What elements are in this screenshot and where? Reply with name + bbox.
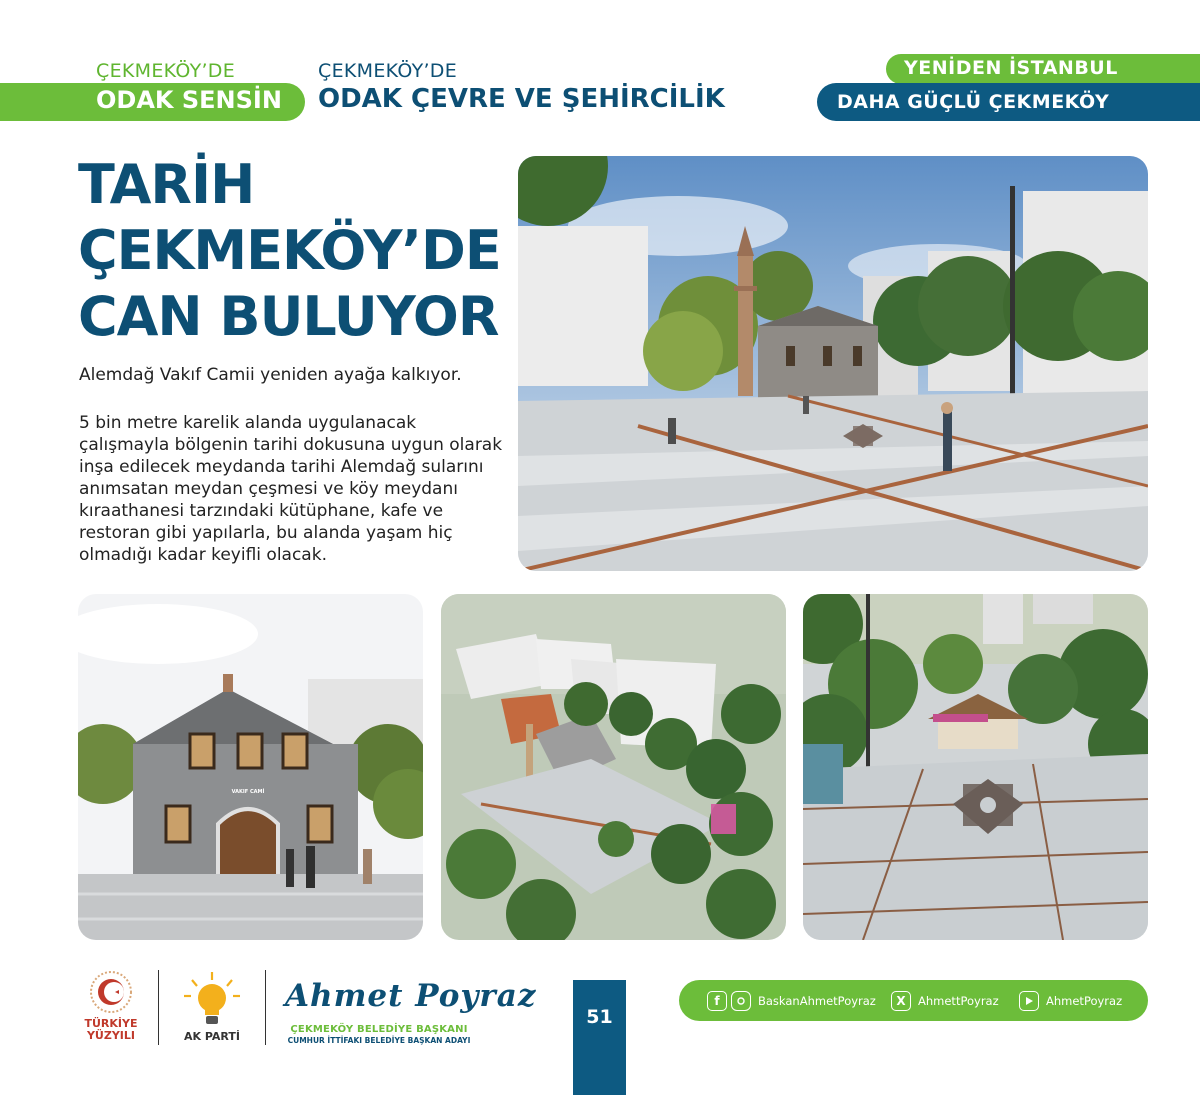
social-facebook-instagram[interactable] xyxy=(707,990,876,1012)
social-handle: BaskanAhmetPoyraz xyxy=(758,994,876,1008)
facebook-icon: f xyxy=(707,991,727,1011)
page-number-tab xyxy=(573,980,626,1095)
footer-divider xyxy=(265,970,266,1045)
social-media-bar xyxy=(679,980,1148,1021)
title-line: TARİH xyxy=(78,153,255,216)
article-title xyxy=(78,152,508,350)
social-handle: AhmetPoyraz xyxy=(1046,994,1123,1008)
mayor-role: ÇEKMEKÖY BELEDİYE BAŞKANI xyxy=(290,1024,468,1035)
social-x[interactable] xyxy=(891,990,999,1012)
candidate-role: CUMHUR İTTİFAKI BELEDİYE BAŞKAN ADAYI xyxy=(287,1036,471,1045)
youtube-icon xyxy=(1019,991,1039,1011)
header-mid-title: ODAK ÇEVRE VE ŞEHİRCİLİK xyxy=(318,84,725,114)
plaza-render-image xyxy=(518,156,1148,571)
title-line: ÇEKMEKÖY’DE xyxy=(78,219,501,282)
page-number: 51 xyxy=(586,1006,613,1028)
social-youtube[interactable] xyxy=(1019,990,1122,1012)
mosque-sign: VAKIF CAMİ xyxy=(231,789,265,795)
aerial-view-image xyxy=(441,594,786,940)
plaza-pavilion-image xyxy=(803,594,1148,940)
header-left-subtitle: ÇEKMEKÖY’DE xyxy=(96,60,236,82)
x-icon: X xyxy=(891,991,911,1011)
article-lead: Alemdağ Vakıf Camii yeniden ayağa kalkıyor. xyxy=(79,365,462,385)
footer-divider xyxy=(158,970,159,1045)
header-right-slogan: YENİDEN İSTANBUL xyxy=(904,57,1118,79)
mosque-facade-image xyxy=(78,594,423,940)
article-body: 5 bin metre karelik alanda uygulanacak çalışmayla bölgenin tarihi dokusuna uygun olarak inşa edilecek meydanda tarihi Alemdağ sularını anımsatan meydan çeşmesi ve köy meydanı kıraathanesi tarzındaki kütüphane, kafe ve restoran gibi yapılarla, bu alanda yaşam hiç olmadığı kadar keyifli olacak. xyxy=(79,413,503,565)
crescent-star-icon xyxy=(80,968,142,1018)
turkiye-yuzyili-logo xyxy=(80,968,142,1048)
ak-parti-logo xyxy=(172,968,252,1048)
header-right-tagline: DAHA GÜÇLÜ ÇEKMEKÖY xyxy=(837,91,1110,113)
ak-parti-label: AK PARTİ xyxy=(183,1030,240,1043)
turkiye-text: TÜRKİYE xyxy=(84,1017,138,1030)
social-handle: AhmettPoyraz xyxy=(918,994,999,1008)
yuzyili-text: YÜZYILI xyxy=(86,1029,136,1042)
instagram-icon xyxy=(731,991,751,1011)
header-left-banner xyxy=(0,83,305,121)
title-line: CAN BULUYOR xyxy=(78,285,499,348)
header-mid-subtitle: ÇEKMEKÖY’DE xyxy=(318,60,458,82)
signature: Ahmet Poyraz xyxy=(285,978,537,1014)
lightbulb-icon xyxy=(172,968,252,1030)
header-left-title: ODAK SENSİN xyxy=(96,86,282,114)
header-right-blue-banner xyxy=(817,83,1200,121)
header-right-green-banner xyxy=(886,54,1200,84)
